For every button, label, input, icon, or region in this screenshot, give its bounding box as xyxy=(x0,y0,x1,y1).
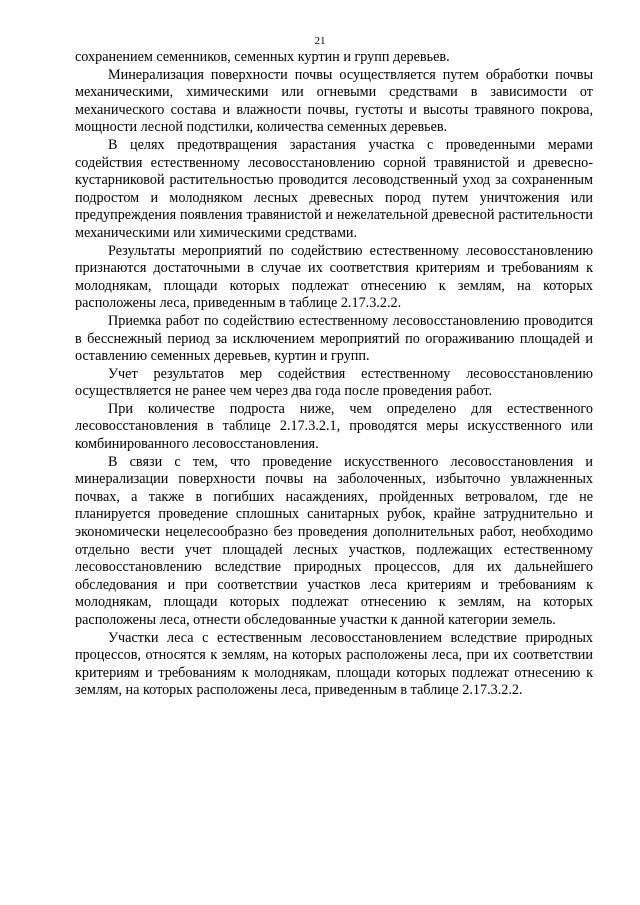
paragraph-results: Результаты мероприятий по содействию естественному лесовосстановлению признаются достаточными в случае их соответствия критериям и требованиям к молоднякам, площади которых подлежат отнесению к землям, на которых расположены леса, приведенным в таблице 2.17.3.2.2. xyxy=(75,242,593,312)
paragraph-accounting: Учет результатов мер содействия естественному лесовосстановлению осуществляется не ранее чем через два года после проведения работ. xyxy=(75,365,593,400)
paragraph-overgrowth-prevention: В целях предотвращения зарастания участка с проведенными мерами содействия естественному лесовосстановлению сорной травянистой и древесно-кустарниковой растительностью проводится лесоводственный уход за сохраненным подростом и молодняком лесных древесных пород путем уничтожения или предупреждения появления травянистой и нежелательной древесной растительности механическими или химическими средствами. xyxy=(75,136,593,241)
paragraph-continuation: сохранением семенников, семенных куртин и групп деревьев. xyxy=(75,49,450,65)
document-body xyxy=(75,49,593,700)
paragraph-wetlands: В связи с тем, что проведение искусственного лесовосстановления и минерализации поверхности почвы на заболоченных, избыточно увлажненных почвах, а также в погибших насаждениях, пройденных ветровалом, где не планируется проведение сплошных санитарных рубок, крайне затруднительно и экономически нецелесообразно без проведения дополнительных работ, необходимо отдельно вести учет площадей лесных участков, подлежащих естественному лесовосстановлению вследствие природных процессов, для их дальнейшего обследования и при соответствии участков леса критериям и требованиям к молоднякам, площади которых подлежат отнесению к землям, на которых расположены леса, отнести обследованные участки к данной категории земель. xyxy=(75,453,593,628)
paragraph-acceptance: Приемка работ по содействию естественному лесовосстановлению проводится в бесснежный период за исключением мероприятий по огораживанию площадей и оставлению семенных деревьев, куртин и групп. xyxy=(75,312,593,365)
paragraph-undergrowth: При количестве подроста ниже, чем определено для естественного лесовосстановления в таблице 2.17.3.2.1, проводятся меры искусственного или комбинированного лесовосстановления. xyxy=(75,400,593,453)
paragraph-mineralization: Минерализация поверхности почвы осуществляется путем обработки почвы механическими, химическими или огневыми средствами в зависимости от механического состава и влажности почвы, густоты и высоты травяного покрова, мощности лесной подстилки, количества семенных деревьев. xyxy=(75,66,593,136)
page-number: 21 xyxy=(314,35,326,47)
paragraph-natural-regeneration: Участки леса с естественным лесовосстановлением вследствие природных процессов, относятся к землям, на которых расположены леса, при их соответствии критериям и требованиям к молоднякам, площади которых подлежат отнесению к землям, на которых расположены леса, приведенным в таблице 2.17.3.2.2. xyxy=(75,629,593,699)
